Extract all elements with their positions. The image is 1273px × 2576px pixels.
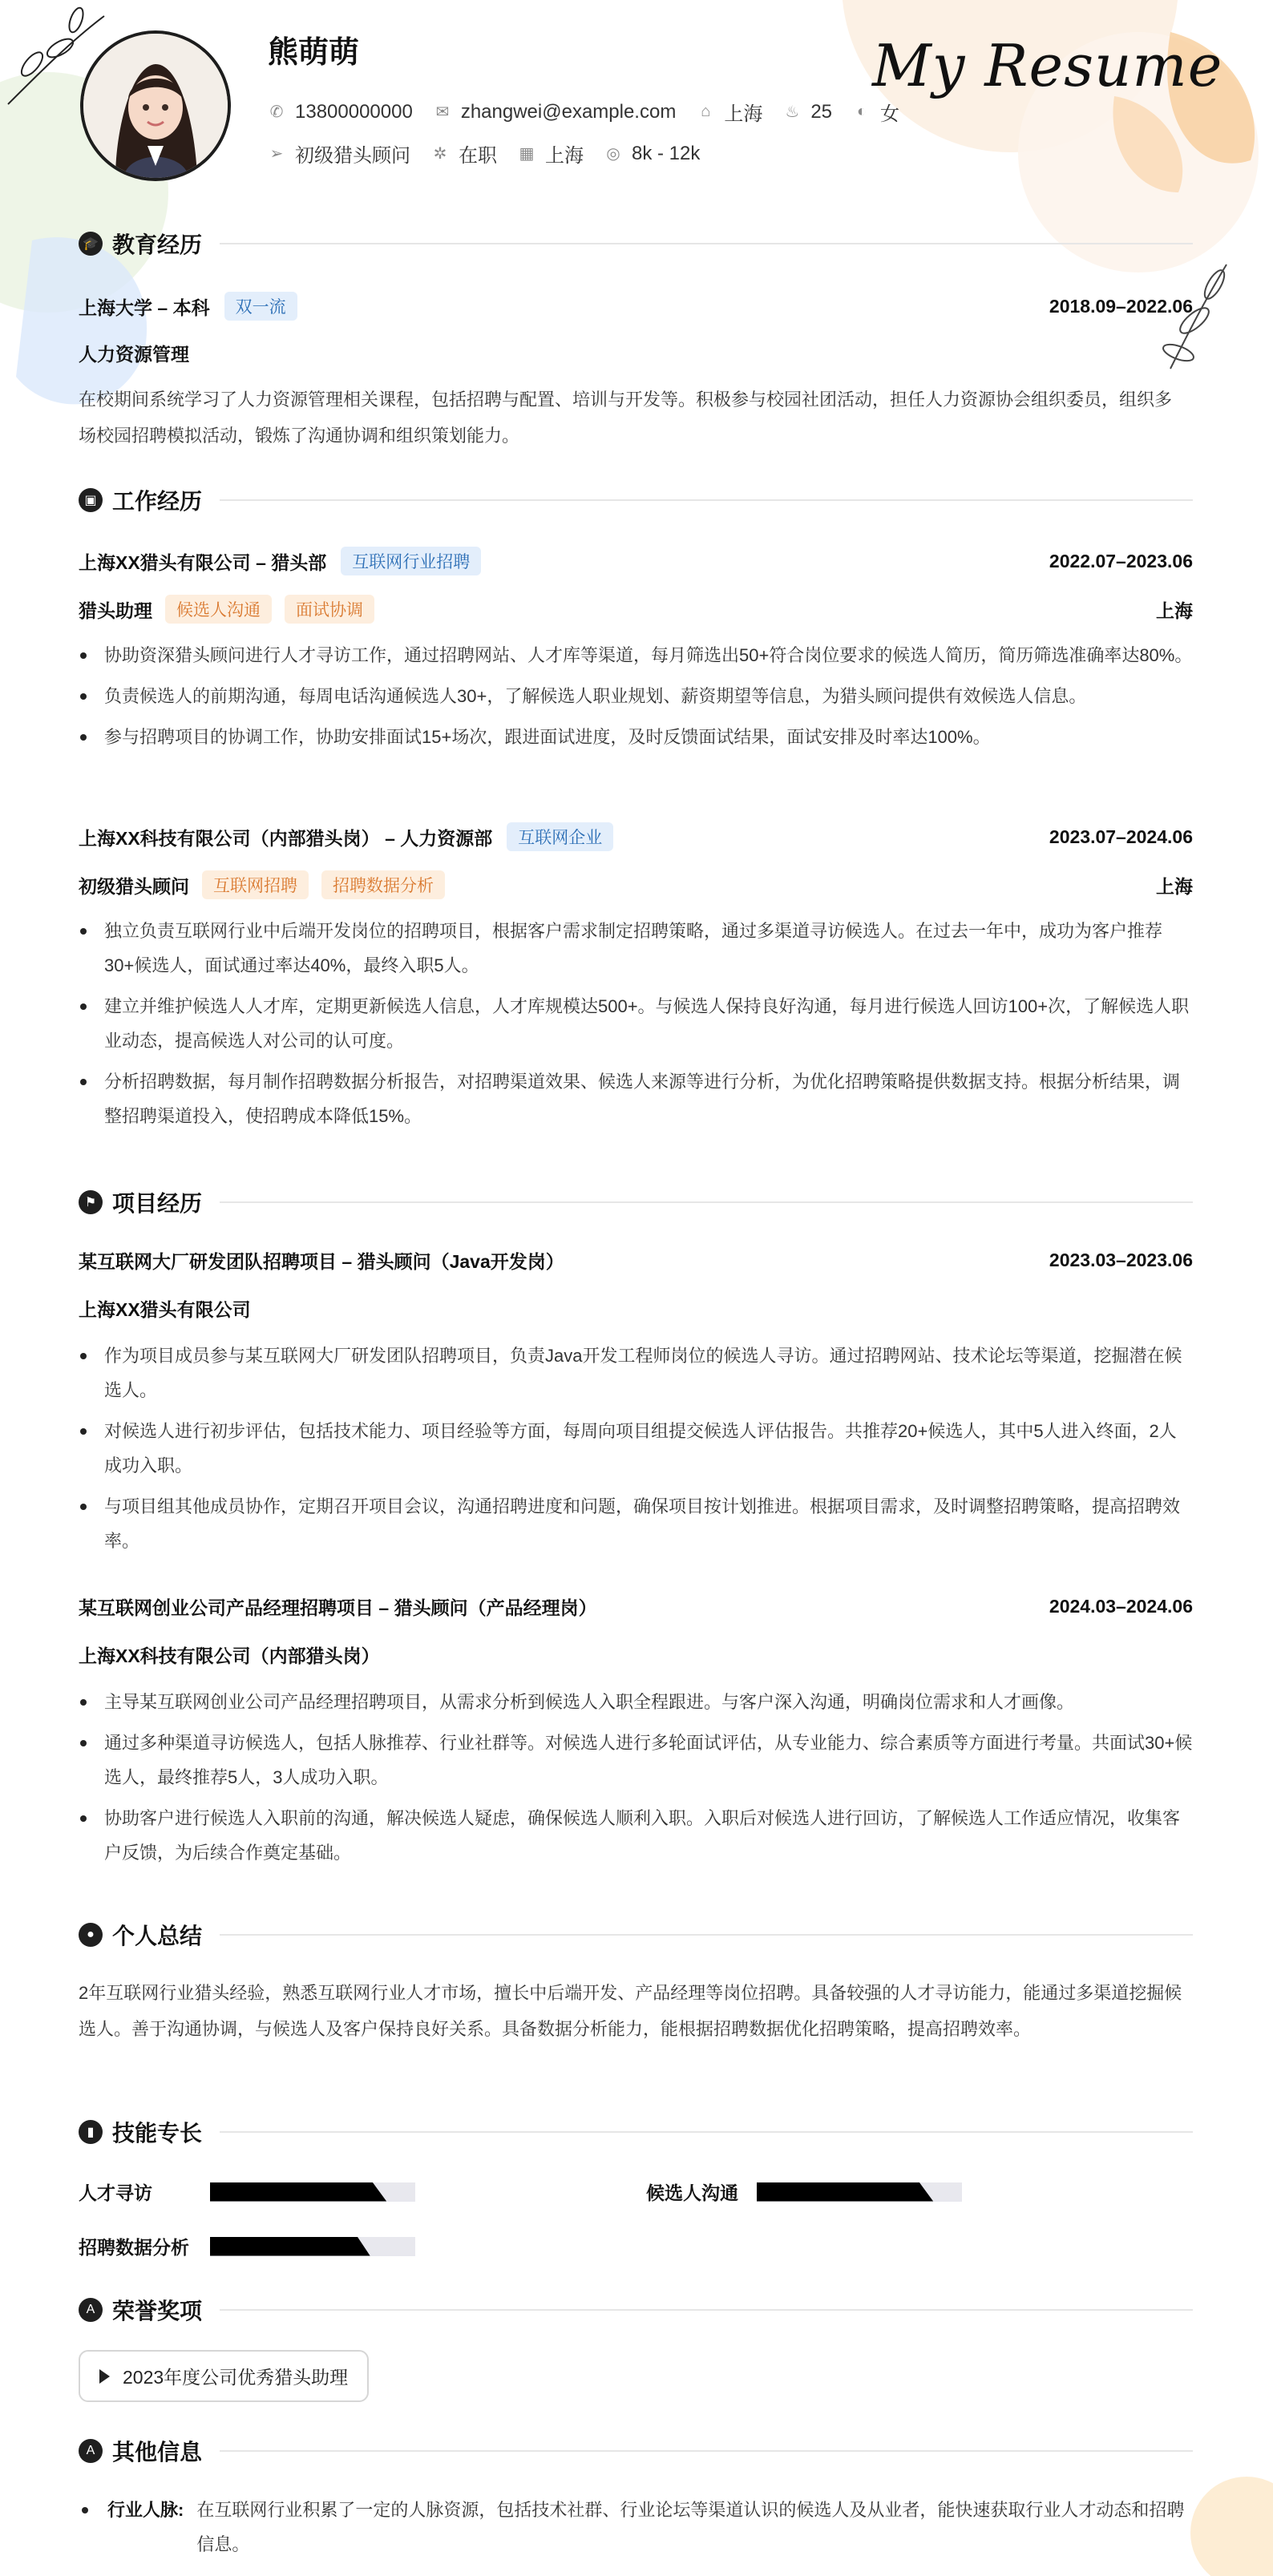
job-intent-row (268, 139, 721, 168)
cake-icon: ♨ (785, 103, 800, 121)
user-icon: ● (79, 1923, 103, 1947)
target-city-info: ▦ 上海 (519, 145, 584, 167)
other-item (79, 2493, 1193, 2562)
other-value: 在互联网行业积累了一定的人脉资源，包括技术社群、行业论坛等渠道认识的候选人及从业者，能快速获取行业人才动态和招聘信息。 (196, 2500, 1185, 2554)
section-work: ▣ 工作经历 (79, 484, 1193, 516)
company-name: 上海XX科技有限公司（内部猎头岗） – 人力资源部 (79, 827, 493, 849)
list-item: 参与招聘项目的协调工作，协助安排面试15+场次，跟进面试进度，及时反馈面试结果，面试安排及时率达100%。 (79, 720, 1193, 754)
skill-item (79, 2233, 415, 2259)
gender-info: ◐ 女 (853, 98, 899, 126)
project-date: 2023.03–2023.06 (1049, 1250, 1193, 1270)
avatar-portrait-icon (83, 34, 228, 178)
list-item: 通过多种渠道寻访候选人，包括人脉推荐、行业社群等。对候选人进行多轮面试评估，从专业能力、综合素质等方面进行考量。共面试30+候选人，最终推荐5人，3人成功入职。 (79, 1726, 1193, 1795)
work-0-role-row (79, 595, 1193, 624)
list-item: 协助客户进行候选人入职前的沟通，解决候选人疑虑，确保候选人顺利入职。入职后对候选人进行回访，了解候选人工作适应情况，收集客户反馈，为后续合作奠定基础。 (79, 1801, 1193, 1870)
section-skills: ▮ 技能专长 (79, 2116, 1193, 2148)
company-tag: 互联网企业 (507, 822, 613, 851)
coin-icon: ◎ (606, 145, 620, 163)
list-item: 协助资深猎头顾问进行人才寻访工作，通过招聘网站、人才库等渠道，每月筛选出50+符合岗位要求的候选人简历，简历筛选准确率达80%。 (79, 638, 1193, 672)
gender-icon: ◐ (856, 103, 867, 120)
resume-title: My Resume (872, 32, 1223, 99)
project-title: 某互联网创业公司产品经理招聘项目 – 猎头顾问（产品经理岗） (79, 1597, 597, 1618)
list-item: 与项目组其他成员协作，定期召开项目会议，沟通招聘进度和问题，确保项目按计划推进。根据项目需求，及时调整招聘策略，提高招聘效率。 (79, 1489, 1193, 1558)
section-summary: ● 个人总结 (79, 1919, 1193, 1951)
skill-bar-fill (757, 2182, 933, 2202)
list-item: 负责候选人的前期沟通，每周电话沟通候选人30+，了解候选人职业规划、薪资期望等信息，为猎头顾问提供有效候选人信息。 (79, 679, 1193, 713)
work-1-bullets (79, 914, 1193, 1140)
mail-icon: ✉ (435, 103, 450, 121)
role-tag: 招聘数据分析 (321, 870, 445, 899)
salary-info: ◎ 8k - 12k (604, 143, 700, 165)
work-city: 上海 (1156, 600, 1193, 621)
work-1-role-row (79, 870, 1193, 899)
project-icon: ⚑ (79, 1190, 103, 1214)
project-0-header (79, 1247, 1193, 1274)
company-name: 上海XX猎头有限公司 – 猎头部 (79, 551, 327, 573)
section-other: A 其他信息 (79, 2435, 1193, 2467)
list-item: 建立并维护候选人人才库，定期更新候选人信息，人才库规模达500+。与候选人保持良好沟通，每月进行候选人回访100+次，了解候选人职业动态，提高候选人对公司的认可度。 (79, 989, 1193, 1058)
skill-item (79, 2178, 415, 2205)
section-projects: ⚑ 项目经历 (79, 1186, 1193, 1218)
bullet-dot (82, 2507, 88, 2513)
graduation-cap-icon: 🎓 (79, 232, 103, 256)
candidate-name: 熊萌萌 (268, 36, 360, 70)
chart-icon: ▮ (79, 2120, 103, 2144)
other-key: 行业人脉: (107, 2500, 184, 2520)
city-info: ⌂ 上海 (697, 98, 762, 126)
skill-name: 候选人沟通 (646, 2182, 738, 2203)
project-title: 某互联网大厂研发团队招聘项目 – 猎头顾问（Java开发岗） (79, 1251, 564, 1272)
age-info: ♨ 25 (783, 101, 832, 123)
list-item: 作为项目成员参与某互联网大厂研发团队招聘项目，负责Java开发工程师岗位的候选人寻访。通过招聘网站、技术论坛等渠道，挖掘潜在候选人。 (79, 1338, 1193, 1407)
project-company: 上海XX科技有限公司（内部猎头岗） (79, 1645, 380, 1666)
project-1-header (79, 1593, 1193, 1620)
position-info: ➢ 初级猎头顾问 (268, 139, 410, 168)
skill-bar-fill (210, 2182, 386, 2202)
honor-item[interactable] (79, 2350, 369, 2402)
school-tag: 双一流 (224, 292, 297, 321)
briefcase-icon: ▣ (79, 488, 103, 512)
company-tag: 互联网行业招聘 (341, 547, 481, 575)
skill-bar-fill (210, 2237, 370, 2256)
education-description: 在校期间系统学习了人力资源管理相关课程，包括招聘与配置、培训与开发等。积极参与校园社团活动，担任人力资源协会组织委员，组织多场校园招聘模拟活动，锻炼了沟通协调和组织策划能力。 (79, 390, 1173, 446)
work-1-header (79, 822, 1193, 851)
skill-bar (210, 2237, 415, 2256)
list-item: 对候选人进行初步评估，包括技术能力、项目经验等方面，每周向项目组提交候选人评估报告。共推荐20+候选人，其中5人进入终面，2人成功入职。 (79, 1414, 1193, 1483)
project-1-bullets (79, 1685, 1193, 1876)
divider (220, 2309, 1193, 2311)
skill-item (646, 2178, 962, 2205)
work-0-bullets (79, 638, 1193, 761)
role: 初级猎头顾问 (79, 875, 189, 897)
honor-label: 2023年度公司优秀猎头助理 (123, 2367, 349, 2388)
project-0-company-row (79, 1295, 1193, 1322)
phone-icon: ✆ (269, 103, 284, 121)
role: 猎头助理 (79, 600, 152, 621)
project-company: 上海XX猎头有限公司 (79, 1299, 251, 1320)
section-education: 🎓 教育经历 (79, 228, 1193, 260)
section-honors: A 荣誉奖项 (79, 2294, 1193, 2326)
play-icon (99, 2369, 110, 2384)
list-item: 主导某互联网创业公司产品经理招聘项目，从需求分析到候选人入职全程跟进。与客户深入沟通，明确岗位需求和人才画像。 (79, 1685, 1193, 1719)
home-icon: ⌂ (701, 103, 711, 120)
gear-icon: ✲ (433, 145, 447, 163)
divider (220, 2450, 1193, 2452)
divider (220, 1934, 1193, 1936)
education-date: 2018.09–2022.06 (1049, 295, 1193, 317)
skill-name: 招聘数据分析 (79, 2237, 189, 2258)
send-icon: ➢ (269, 145, 284, 163)
divider (220, 499, 1193, 501)
info-icon: A (79, 2439, 103, 2463)
status-info: ✲ 在职 (431, 139, 497, 168)
major: 人力资源管理 (79, 344, 189, 365)
divider (220, 1201, 1193, 1203)
work-0-header (79, 547, 1193, 575)
divider (220, 243, 1193, 244)
education-header (79, 292, 1193, 321)
email-info: ✉ zhangwei@example.com (434, 101, 677, 123)
project-date: 2024.03–2024.06 (1049, 1596, 1193, 1617)
role-tag: 面试协调 (285, 595, 374, 624)
project-1-company-row (79, 1641, 1193, 1668)
skill-bar (757, 2182, 962, 2202)
divider (220, 2131, 1193, 2133)
avatar (80, 30, 231, 181)
education-major-row (79, 340, 1193, 366)
role-tag: 互联网招聘 (202, 870, 309, 899)
work-city: 上海 (1156, 875, 1193, 897)
list-item: 分析招聘数据，每月制作招聘数据分析报告，对招聘渠道效果、候选人来源等进行分析，为优化招聘策略提供数据支持。根据分析结果，调整招聘渠道投入，使招聘成本降低15%。 (79, 1064, 1193, 1133)
building-icon: ▦ (519, 145, 535, 163)
role-tag: 候选人沟通 (165, 595, 272, 624)
project-0-bullets (79, 1338, 1193, 1565)
skill-bar (210, 2182, 415, 2202)
work-date: 2022.07–2023.06 (1049, 550, 1193, 571)
summary-text: 2年互联网行业猎头经验，熟悉互联网行业人才市场，擅长中后端开发、产品经理等岗位招聘。具备较强的人才寻访能力，能通过多渠道挖掘候选人。善于沟通协调，与候选人及客户保持良好关系。具备数据分析能力，能根据招聘数据优化招聘策略，提高招聘效率。 (79, 1983, 1182, 2039)
contact-row (268, 98, 920, 126)
list-item: 独立负责互联网行业中后端开发岗位的招聘项目，根据客户需求制定招聘策略，通过多渠道寻访候选人。在过去一年中，成功为客户推荐30+候选人，面试通过率达40%，最终入职5人。 (79, 914, 1193, 983)
skill-name: 人才寻访 (79, 2182, 152, 2203)
phone-info: ✆ 13800000000 (268, 101, 413, 123)
award-icon: A (79, 2298, 103, 2322)
work-date: 2023.07–2024.06 (1049, 826, 1193, 847)
school-name: 上海大学 – 本科 (79, 297, 210, 318)
